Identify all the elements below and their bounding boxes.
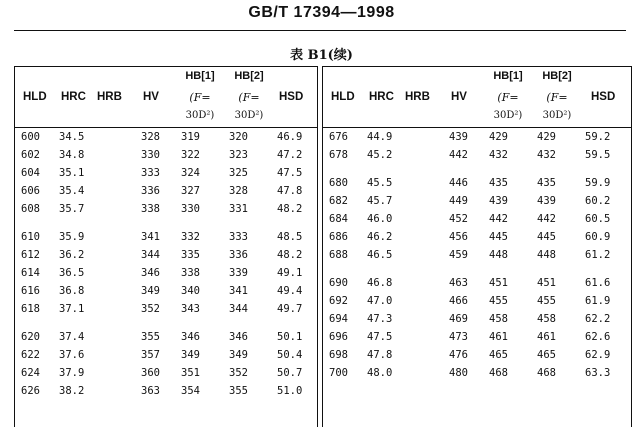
cell-hrc: 48.0 (367, 367, 393, 379)
col-hld: HLD (23, 91, 47, 103)
table-row (323, 292, 631, 310)
cell-hrc: 37.1 (59, 303, 85, 315)
table-header-left (15, 67, 317, 128)
cell-hb1: 432 (489, 149, 508, 161)
cell-hv: 349 (141, 285, 160, 297)
cell-hrc: 36.2 (59, 249, 85, 261)
cell-hsd: 62.9 (585, 349, 611, 361)
cell-hld: 626 (21, 385, 40, 397)
cell-hb2: 341 (229, 285, 248, 297)
cell-hsd: 59.2 (585, 131, 611, 143)
table-row (323, 128, 631, 146)
table-row (15, 146, 317, 164)
col-hb2-name: HB[2] (234, 70, 264, 82)
cell-hsd: 61.2 (585, 249, 611, 261)
cell-hsd: 62.6 (585, 331, 611, 343)
cell-hb1: 338 (181, 267, 200, 279)
cell-hsd: 61.9 (585, 295, 611, 307)
cell-hrc: 47.8 (367, 349, 393, 361)
cell-hrc: 36.8 (59, 285, 85, 297)
cell-hb1: 465 (489, 349, 508, 361)
cell-hsd: 59.9 (585, 177, 611, 189)
cell-hsd: 48.2 (277, 249, 303, 261)
cell-hv: 456 (449, 231, 468, 243)
cell-hrc: 46.0 (367, 213, 393, 225)
cell-hv: 355 (141, 331, 160, 343)
cell-hb1: 322 (181, 149, 200, 161)
cell-hrc: 36.5 (59, 267, 85, 279)
cell-hsd: 60.5 (585, 213, 611, 225)
table-row (323, 192, 631, 210)
table-row (323, 146, 631, 164)
cell-hld: 688 (329, 249, 348, 261)
cell-hb2: 328 (229, 185, 248, 197)
cell-hv: 459 (449, 249, 468, 261)
cell-hv: 346 (141, 267, 160, 279)
cell-hb1: 349 (181, 349, 200, 361)
cell-hb1: 324 (181, 167, 200, 179)
cell-hb2: 445 (537, 231, 556, 243)
header-rule (14, 30, 626, 31)
col-hb1-name: HB[1] (493, 70, 523, 82)
col-hb2-cond2: 30D²) (234, 110, 264, 121)
cell-hld: 616 (21, 285, 40, 297)
cell-hb2: 432 (537, 149, 556, 161)
table-right-panel (322, 66, 632, 427)
table-header-right (323, 67, 631, 128)
cell-hld: 690 (329, 277, 348, 289)
cell-hv: 328 (141, 131, 160, 143)
cell-hrc: 37.6 (59, 349, 85, 361)
cell-hrc: 45.2 (367, 149, 393, 161)
cell-hrc: 35.4 (59, 185, 85, 197)
col-hb2-cond: (F= (546, 91, 568, 104)
col-hrb: HRB (97, 91, 122, 103)
table-row (15, 282, 317, 300)
cell-hld: 624 (21, 367, 40, 379)
cell-hb1: 327 (181, 185, 200, 197)
cell-hld: 698 (329, 349, 348, 361)
table-row (323, 310, 631, 328)
cell-hb2: 323 (229, 149, 248, 161)
cell-hv: 473 (449, 331, 468, 343)
cell-hv: 466 (449, 295, 468, 307)
cell-hv: 446 (449, 177, 468, 189)
table-row (15, 300, 317, 318)
cell-hv: 352 (141, 303, 160, 315)
cell-hb1: 343 (181, 303, 200, 315)
cell-hb1: 448 (489, 249, 508, 261)
col-hb2-cond: (F= (238, 91, 260, 104)
cell-hrc: 37.4 (59, 331, 85, 343)
cell-hrc: 46.5 (367, 249, 393, 261)
cell-hb1: 340 (181, 285, 200, 297)
table-row (15, 228, 317, 246)
table-row (323, 174, 631, 192)
cell-hb1: 330 (181, 203, 200, 215)
col-hrb: HRB (405, 91, 430, 103)
cell-hld: 610 (21, 231, 40, 243)
cell-hld: 682 (329, 195, 348, 207)
col-hb2-name: HB[2] (542, 70, 572, 82)
col-hv: HV (451, 91, 467, 103)
cell-hv: 480 (449, 367, 468, 379)
table-row (323, 346, 631, 364)
cell-hsd: 62.2 (585, 313, 611, 325)
cell-hb2: 344 (229, 303, 248, 315)
col-hb1-cond2: 30D²) (493, 110, 523, 121)
cell-hb2: 320 (229, 131, 248, 143)
cell-hb2: 429 (537, 131, 556, 143)
cell-hb1: 468 (489, 367, 508, 379)
cell-hsd: 60.2 (585, 195, 611, 207)
cell-hb1: 442 (489, 213, 508, 225)
cell-hrc: 45.7 (367, 195, 393, 207)
cell-hb2: 333 (229, 231, 248, 243)
cell-hb1: 458 (489, 313, 508, 325)
table-row (323, 246, 631, 264)
cell-hrc: 44.9 (367, 131, 393, 143)
cell-hrc: 47.3 (367, 313, 393, 325)
cell-hb2: 461 (537, 331, 556, 343)
cell-hrc: 34.8 (59, 149, 85, 161)
cell-hsd: 47.2 (277, 149, 303, 161)
cell-hrc: 37.9 (59, 367, 85, 379)
cell-hld: 600 (21, 131, 40, 143)
cell-hld: 608 (21, 203, 40, 215)
col-hld: HLD (331, 91, 355, 103)
cell-hb1: 346 (181, 331, 200, 343)
table-row (15, 328, 317, 346)
cell-hb1: 461 (489, 331, 508, 343)
table-row (323, 210, 631, 228)
cell-hrc: 47.0 (367, 295, 393, 307)
cell-hrc: 47.5 (367, 331, 393, 343)
cell-hb2: 439 (537, 195, 556, 207)
cell-hrc: 35.1 (59, 167, 85, 179)
cell-hb1: 354 (181, 385, 200, 397)
cell-hsd: 50.1 (277, 331, 303, 343)
cell-hld: 678 (329, 149, 348, 161)
cell-hsd: 49.1 (277, 267, 303, 279)
table-row (15, 128, 317, 146)
table-row (15, 164, 317, 182)
cell-hld: 620 (21, 331, 40, 343)
cell-hsd: 50.4 (277, 349, 303, 361)
cell-hv: 439 (449, 131, 468, 143)
cell-hv: 357 (141, 349, 160, 361)
table-row (15, 264, 317, 282)
cell-hb1: 319 (181, 131, 200, 143)
cell-hsd: 50.7 (277, 367, 303, 379)
cell-hld: 618 (21, 303, 40, 315)
cell-hb2: 455 (537, 295, 556, 307)
cell-hb2: 448 (537, 249, 556, 261)
cell-hv: 333 (141, 167, 160, 179)
cell-hv: 360 (141, 367, 160, 379)
table-left-panel (14, 66, 318, 427)
cell-hsd: 48.2 (277, 203, 303, 215)
cell-hb1: 332 (181, 231, 200, 243)
cell-hb2: 331 (229, 203, 248, 215)
standard-number: GB/T 17394—1998 (248, 4, 395, 21)
cell-hb2: 458 (537, 313, 556, 325)
table-caption: 表 B1(续) (290, 48, 353, 63)
col-hb1-name: HB[1] (185, 70, 215, 82)
cell-hv: 344 (141, 249, 160, 261)
cell-hld: 686 (329, 231, 348, 243)
cell-hb2: 349 (229, 349, 248, 361)
table-row (323, 328, 631, 346)
cell-hld: 700 (329, 367, 348, 379)
cell-hsd: 49.4 (277, 285, 303, 297)
cell-hb1: 445 (489, 231, 508, 243)
cell-hb2: 435 (537, 177, 556, 189)
cell-hsd: 48.5 (277, 231, 303, 243)
cell-hb2: 442 (537, 213, 556, 225)
cell-hrc: 35.9 (59, 231, 85, 243)
table-row (323, 228, 631, 246)
cell-hld: 604 (21, 167, 40, 179)
cell-hsd: 47.5 (277, 167, 303, 179)
table-row (323, 274, 631, 292)
cell-hsd: 49.7 (277, 303, 303, 315)
cell-hld: 602 (21, 149, 40, 161)
cell-hv: 452 (449, 213, 468, 225)
col-hrc: HRC (61, 91, 86, 103)
cell-hsd: 60.9 (585, 231, 611, 243)
table-row (323, 364, 631, 382)
cell-hv: 338 (141, 203, 160, 215)
cell-hb2: 465 (537, 349, 556, 361)
cell-hld: 692 (329, 295, 348, 307)
cell-hsd: 51.0 (277, 385, 303, 397)
col-hb2-cond2: 30D²) (542, 110, 572, 121)
cell-hv: 449 (449, 195, 468, 207)
col-hrc: HRC (369, 91, 394, 103)
cell-hb2: 325 (229, 167, 248, 179)
table-row (15, 246, 317, 264)
cell-hv: 341 (141, 231, 160, 243)
col-hb1-cond: (F= (189, 91, 211, 104)
cell-hv: 330 (141, 149, 160, 161)
cell-hv: 476 (449, 349, 468, 361)
col-hb1-cond: (F= (497, 91, 519, 104)
col-hsd: HSD (279, 91, 304, 103)
cell-hb1: 351 (181, 367, 200, 379)
cell-hrc: 46.2 (367, 231, 393, 243)
table-row (15, 364, 317, 382)
table-row (15, 182, 317, 200)
cell-hb2: 355 (229, 385, 248, 397)
cell-hb2: 346 (229, 331, 248, 343)
cell-hld: 612 (21, 249, 40, 261)
col-hb1-cond2: 30D²) (185, 110, 215, 121)
cell-hv: 442 (449, 149, 468, 161)
cell-hb1: 451 (489, 277, 508, 289)
cell-hb1: 439 (489, 195, 508, 207)
cell-hld: 614 (21, 267, 40, 279)
cell-hsd: 46.9 (277, 131, 303, 143)
cell-hv: 363 (141, 385, 160, 397)
cell-hrc: 46.8 (367, 277, 393, 289)
cell-hld: 684 (329, 213, 348, 225)
cell-hv: 336 (141, 185, 160, 197)
cell-hrc: 45.5 (367, 177, 393, 189)
cell-hrc: 35.7 (59, 203, 85, 215)
cell-hb2: 468 (537, 367, 556, 379)
col-hsd: HSD (591, 91, 616, 103)
cell-hb2: 339 (229, 267, 248, 279)
cell-hrc: 38.2 (59, 385, 85, 397)
cell-hld: 676 (329, 131, 348, 143)
cell-hld: 696 (329, 331, 348, 343)
cell-hsd: 47.8 (277, 185, 303, 197)
table-row (15, 382, 317, 400)
cell-hld: 606 (21, 185, 40, 197)
cell-hv: 469 (449, 313, 468, 325)
col-hv: HV (143, 91, 159, 103)
cell-hb2: 336 (229, 249, 248, 261)
cell-hb1: 335 (181, 249, 200, 261)
cell-hrc: 34.5 (59, 131, 85, 143)
cell-hb2: 352 (229, 367, 248, 379)
cell-hb2: 451 (537, 277, 556, 289)
cell-hsd: 61.6 (585, 277, 611, 289)
cell-hsd: 63.3 (585, 367, 611, 379)
table-row (15, 346, 317, 364)
table-row (15, 200, 317, 218)
cell-hb1: 455 (489, 295, 508, 307)
cell-hld: 694 (329, 313, 348, 325)
cell-hld: 622 (21, 349, 40, 361)
cell-hsd: 59.5 (585, 149, 611, 161)
cell-hv: 463 (449, 277, 468, 289)
cell-hld: 680 (329, 177, 348, 189)
cell-hb1: 435 (489, 177, 508, 189)
cell-hb1: 429 (489, 131, 508, 143)
